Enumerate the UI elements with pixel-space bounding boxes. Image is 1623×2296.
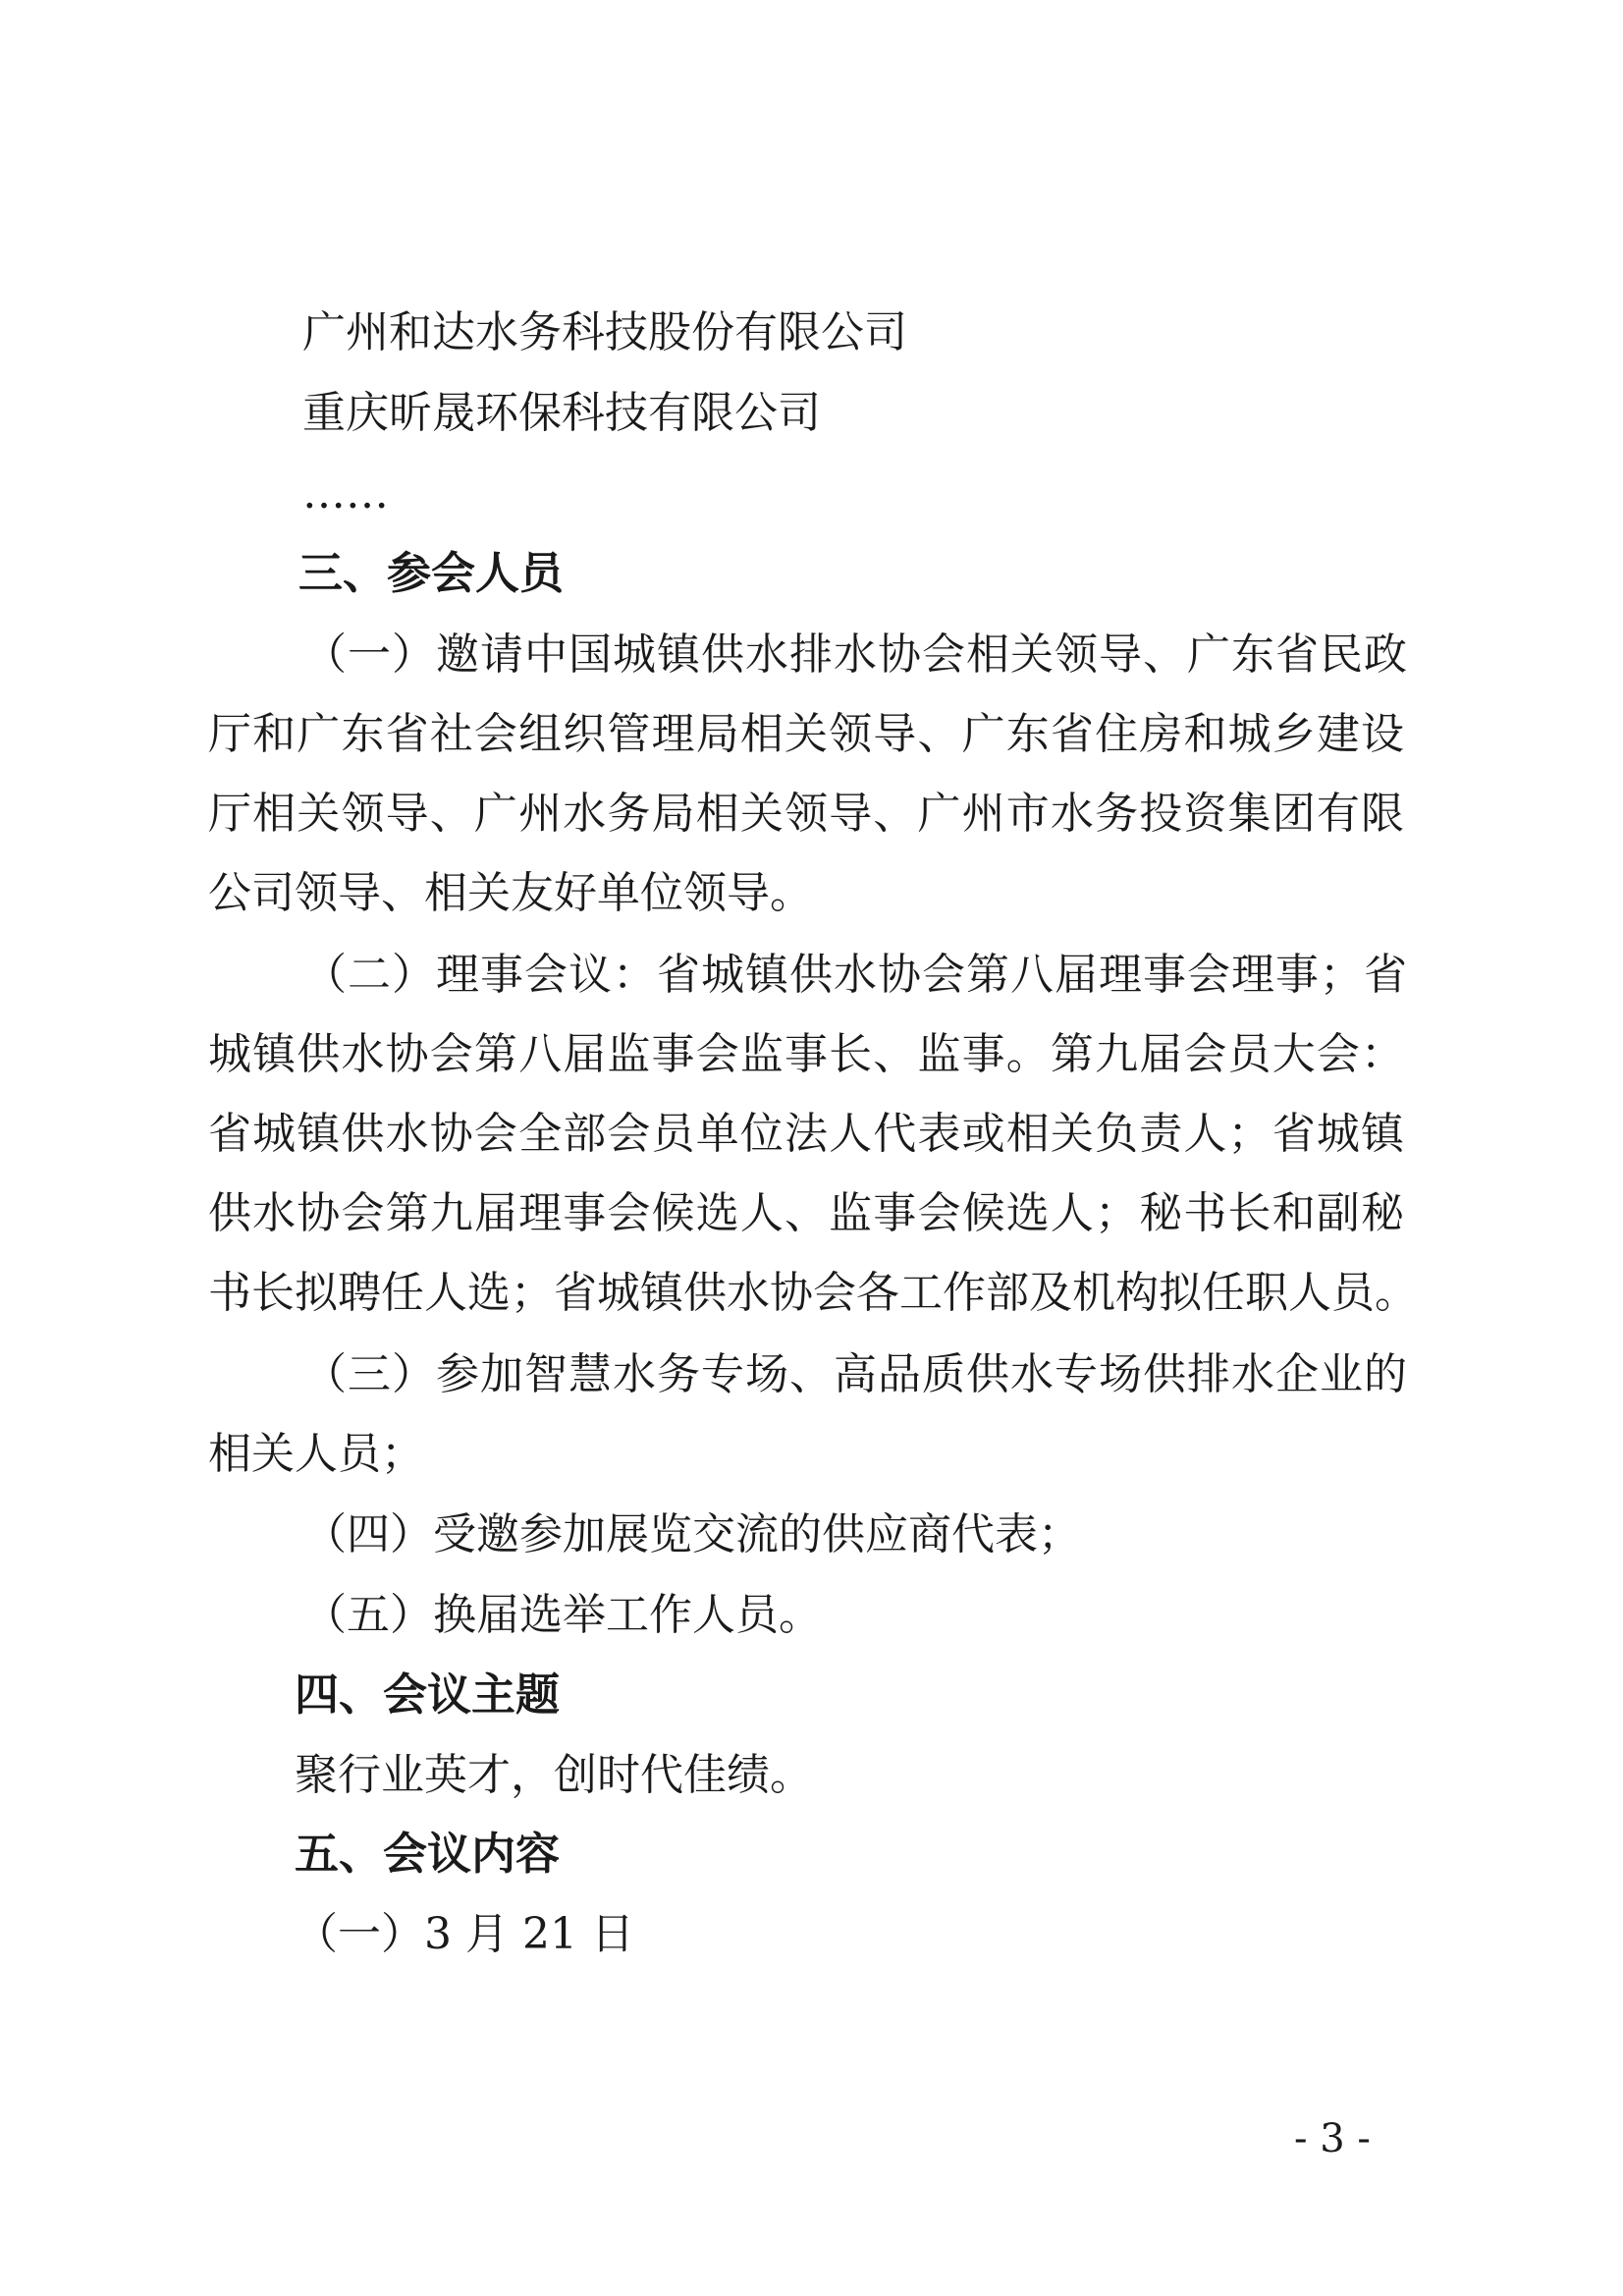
section-heading-attendees: 三、参会人员 bbox=[298, 547, 565, 599]
company-name: 广州和达水务科技股份有限公司 bbox=[302, 307, 907, 357]
paragraph-line: （二）理事会议：省城镇供水协会第八届理事会理事；省 bbox=[303, 950, 1407, 1000]
date-subheading: （一）3 月 21 日 bbox=[295, 1909, 634, 1959]
theme-text: 聚行业英才，创时代佳绩。 bbox=[295, 1750, 813, 1800]
paragraph-line: （五）换届选举工作人员。 bbox=[303, 1590, 822, 1640]
paragraph-line: 城镇供水协会第八届监事会监事长、监事。第九届会员大会： bbox=[208, 1029, 1404, 1079]
paragraph-line: 省城镇供水协会全部会员单位法人代表或相关负责人；省城镇 bbox=[208, 1109, 1404, 1159]
paragraph-line: （一）邀请中国城镇供水排水协会相关领导、广东省民政 bbox=[303, 629, 1407, 680]
paragraph-line: 供水协会第九届理事会候选人、监事会候选人；秘书长和副秘 bbox=[208, 1188, 1404, 1238]
paragraph-line: 厅和广东省社会组织管理局相关领导、广东省住房和城乡建设 bbox=[208, 709, 1404, 759]
company-name: 重庆昕晟环保科技有限公司 bbox=[302, 388, 821, 438]
paragraph-line: 公司领导、相关友好单位领导。 bbox=[208, 868, 813, 918]
paragraph-line: （四）受邀参加展览交流的供应商代表； bbox=[303, 1509, 1081, 1559]
paragraph-line: 书长拟聘任人选；省城镇供水协会各工作部及机构拟任职人员。 bbox=[208, 1268, 1418, 1318]
section-heading-theme: 四、会议主题 bbox=[295, 1668, 561, 1721]
paragraph-line: （三）参加智慧水务专场、高品质供水专场供排水企业的 bbox=[303, 1349, 1407, 1399]
section-heading-content: 五、会议内容 bbox=[295, 1828, 561, 1880]
paragraph-line: 厅相关领导、广州水务局相关领导、广州市水务投资集团有限 bbox=[208, 789, 1404, 839]
paragraph-line: 相关人员； bbox=[208, 1429, 424, 1479]
page-number: - 3 - bbox=[1294, 2116, 1371, 2161]
ellipsis-line: …… bbox=[302, 468, 389, 519]
